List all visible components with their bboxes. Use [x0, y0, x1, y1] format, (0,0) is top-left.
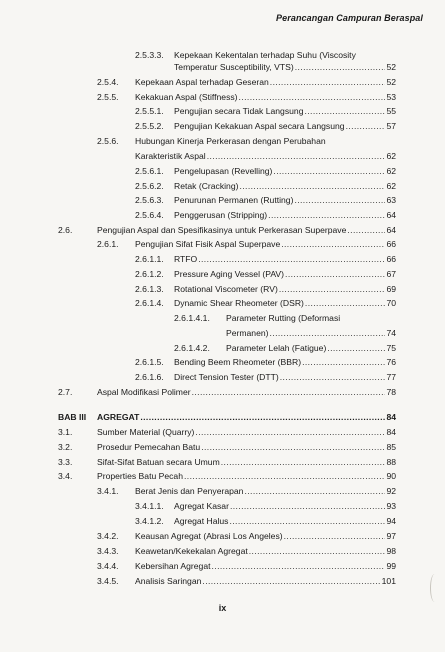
toc-entry-number: 2.5.6.3.	[135, 195, 164, 205]
toc-entry-page: 85	[386, 442, 396, 452]
leader-dots	[284, 531, 386, 542]
toc-entry-page: 84	[386, 412, 396, 422]
toc-entry-title: Penurunan Permanen (Rutting)	[174, 195, 294, 205]
toc-entry-page: 67	[386, 269, 396, 279]
running-header: Perancangan Campuran Beraspal	[276, 13, 423, 23]
toc-entry-page: 93	[386, 501, 396, 511]
toc-entry-number: 2.7.	[58, 387, 73, 397]
leader-dots	[198, 254, 385, 265]
toc-entry-page: 63	[386, 195, 396, 205]
toc-entry-number: 2.5.6.1.	[135, 166, 164, 176]
toc-entry-page: 52	[386, 62, 396, 72]
leader-dots	[305, 298, 386, 309]
toc-entry-page: 70	[386, 298, 396, 308]
toc-entry-title: AGREGAT	[97, 412, 140, 422]
leader-dots	[327, 343, 385, 354]
toc-entry-page: 55	[386, 106, 396, 116]
leader-dots	[304, 106, 385, 117]
leader-dots	[221, 457, 386, 468]
toc-entry-number: BAB III	[58, 412, 87, 422]
leader-dots	[347, 225, 385, 236]
leader-dots	[270, 328, 386, 339]
toc-entry-number: 3.4.2.	[97, 531, 119, 541]
toc-entry-title: RTFO	[174, 254, 198, 264]
leader-dots	[244, 486, 385, 497]
toc-entry-title: Hubungan Kinerja Perkerasan dengan Perubahan	[135, 136, 326, 146]
toc-entry-number: 2.5.5.2.	[135, 121, 164, 131]
toc-entry-page: 90	[386, 471, 396, 481]
leader-dots	[184, 471, 385, 482]
toc-entry-page: 62	[386, 151, 396, 161]
leader-dots	[192, 387, 386, 398]
leader-dots	[201, 442, 385, 453]
leader-dots	[270, 77, 386, 88]
leader-dots	[230, 501, 386, 512]
toc-entry-title: Parameter Lelah (Fatigue)	[226, 343, 327, 353]
toc-entry-title: Keawetan/Kekekalan Agregat	[135, 546, 248, 556]
toc-entry-number: 2.6.1.4.	[135, 298, 164, 308]
toc-entry-page: 66	[386, 239, 396, 249]
toc-entry-title: Pengelupasan (Revelling)	[174, 166, 273, 176]
leader-dots	[249, 546, 386, 557]
toc-entry-title: Kepekaan Aspal terhadap Geseran	[135, 77, 269, 87]
page-edge-mark	[430, 574, 439, 602]
toc-entry-title: Retak (Cracking)	[174, 181, 239, 191]
toc-entry-page: 66	[386, 254, 396, 264]
toc-entry-title: Agregat Halus	[174, 516, 229, 526]
toc-entry-page: 98	[386, 546, 396, 556]
toc-entry-title: Pengujian Aspal dan Spesifikasinya untuk Perkerasan Superpave	[97, 225, 347, 235]
toc-entry-number: 3.3.	[58, 457, 73, 467]
toc-entry-page: 57	[386, 121, 396, 131]
toc-entry-page: 62	[386, 181, 396, 191]
toc-entry-number: 2.5.5.1.	[135, 106, 164, 116]
leader-dots	[346, 121, 386, 132]
leader-dots	[273, 166, 385, 177]
toc-entry-page: 69	[386, 284, 396, 294]
toc-entry-number: 3.4.1.1.	[135, 501, 164, 511]
toc-entry-title: Permanen)	[226, 328, 269, 338]
toc-entry-title: Pengujian Sifat Fisik Aspal Superpave	[135, 239, 281, 249]
leader-dots	[281, 239, 385, 250]
toc-entry-title: Parameter Rutting (Deformasi	[226, 313, 341, 323]
toc-entry-number: 2.5.6.4.	[135, 210, 164, 220]
toc-entry-number: 2.5.6.	[97, 136, 119, 146]
leader-dots	[280, 372, 386, 383]
toc-entry-title: Direct Tension Tester (DTT)	[174, 372, 279, 382]
toc-entry-number: 3.4.1.	[97, 486, 119, 496]
leader-dots	[295, 62, 386, 73]
page-number: ix	[218, 603, 227, 613]
toc-entry-title: Rotational Viscometer (RV)	[174, 284, 278, 294]
toc-entry-title: Agregat Kasar	[174, 501, 229, 511]
toc-entry-title: Pengujian Kekakuan Aspal secara Langsung	[174, 121, 345, 131]
toc-entry-number: 2.6.	[58, 225, 73, 235]
toc-entry-page: 99	[386, 561, 396, 571]
toc-entry-title: Temperatur Susceptibility, VTS)	[174, 62, 294, 72]
leader-dots	[302, 357, 385, 368]
toc-entry-number: 3.4.	[58, 471, 73, 481]
toc-entry-title: Pressure Aging Vessel (PAV)	[174, 269, 285, 279]
toc-entry-number: 3.1.	[58, 427, 73, 437]
toc-entry-page: 97	[386, 531, 396, 541]
toc-entry-number: 2.6.1.	[97, 239, 119, 249]
toc-entry-page: 75	[386, 343, 396, 353]
toc-entry-title: Karakteristik Aspal	[135, 151, 206, 161]
toc-entry-title: Kebersihan Agregat	[135, 561, 211, 571]
toc-entry-page: 78	[386, 387, 396, 397]
toc-entry-number: 2.6.1.4.2.	[174, 343, 210, 353]
leader-dots	[140, 412, 385, 423]
toc-entry-number: 2.6.1.2.	[135, 269, 164, 279]
toc-entry-number: 2.5.5.	[97, 92, 119, 102]
toc-entry-number: 3.4.4.	[97, 561, 119, 571]
leader-dots	[285, 269, 385, 280]
toc-entry-number: 2.6.1.3.	[135, 284, 164, 294]
leader-dots	[239, 92, 386, 103]
toc-entry-number: 2.6.1.4.1.	[174, 313, 210, 323]
leader-dots	[202, 576, 380, 587]
leader-dots	[195, 427, 385, 438]
toc-entry-page: 84	[386, 427, 396, 437]
toc-entry-page: 74	[386, 328, 396, 338]
toc-entry-title: Berat Jenis dan Penyerapan	[135, 486, 244, 496]
leader-dots	[207, 151, 386, 162]
leader-dots	[268, 210, 385, 221]
toc-entry-title: Kepekaan Kekentalan terhadap Suhu (Viscosity	[174, 50, 356, 60]
toc-entry-number: 3.4.5.	[97, 576, 119, 586]
toc-entry-title: Dynamic Shear Rheometer (DSR)	[174, 298, 304, 308]
toc-entry-title: Keausan Agregat (Abrasi Los Angeles)	[135, 531, 283, 541]
toc-entry-number: 2.5.6.2.	[135, 181, 164, 191]
toc-entry-number: 2.6.1.1.	[135, 254, 164, 264]
toc-entry-title: Properties Batu Pecah	[97, 471, 183, 481]
toc-entry-title: Pengujian secara Tidak Langsung	[174, 106, 304, 116]
toc-entry-title: Penggerusan (Stripping)	[174, 210, 268, 220]
toc-entry-page: 76	[386, 357, 396, 367]
toc-entry-number: 3.4.3.	[97, 546, 119, 556]
toc-entry-page: 94	[386, 516, 396, 526]
toc-entry-number: 2.6.1.5.	[135, 357, 164, 367]
toc-entry-title: Analisis Saringan	[135, 576, 202, 586]
toc-entry-page: 64	[386, 210, 396, 220]
leader-dots	[294, 195, 385, 206]
toc-entry-page: 101	[381, 576, 396, 586]
toc-entry-title: Sumber Material (Quarry)	[97, 427, 195, 437]
leader-dots	[212, 561, 386, 572]
toc-entry-page: 92	[386, 486, 396, 496]
toc-entry-page: 77	[386, 372, 396, 382]
toc-entry-title: Sifat-Sifat Batuan secara Umum	[97, 457, 220, 467]
toc-entry-page: 64	[386, 225, 396, 235]
toc-entry-number: 2.5.4.	[97, 77, 119, 87]
toc-entry-title: Bending Beem Rheometer (BBR)	[174, 357, 302, 367]
toc-entry-page: 62	[386, 166, 396, 176]
leader-dots	[239, 181, 385, 192]
toc-entry-title: Aspal Modifikasi Polimer	[97, 387, 191, 397]
toc-entry-number: 2.5.3.3.	[135, 50, 164, 60]
toc-entry-page: 53	[386, 92, 396, 102]
leader-dots	[229, 516, 385, 527]
toc-entry-title: Kekakuan Aspal (Stiffness)	[135, 92, 238, 102]
toc-entry-page: 52	[386, 77, 396, 87]
toc-entry-page: 88	[386, 457, 396, 467]
toc-entry-number: 2.6.1.6.	[135, 372, 164, 382]
leader-dots	[279, 284, 386, 295]
toc-entry-number: 3.2.	[58, 442, 73, 452]
toc-entry-number: 3.4.1.2.	[135, 516, 164, 526]
toc-entry-title: Prosedur Pemecahan Batu	[97, 442, 201, 452]
